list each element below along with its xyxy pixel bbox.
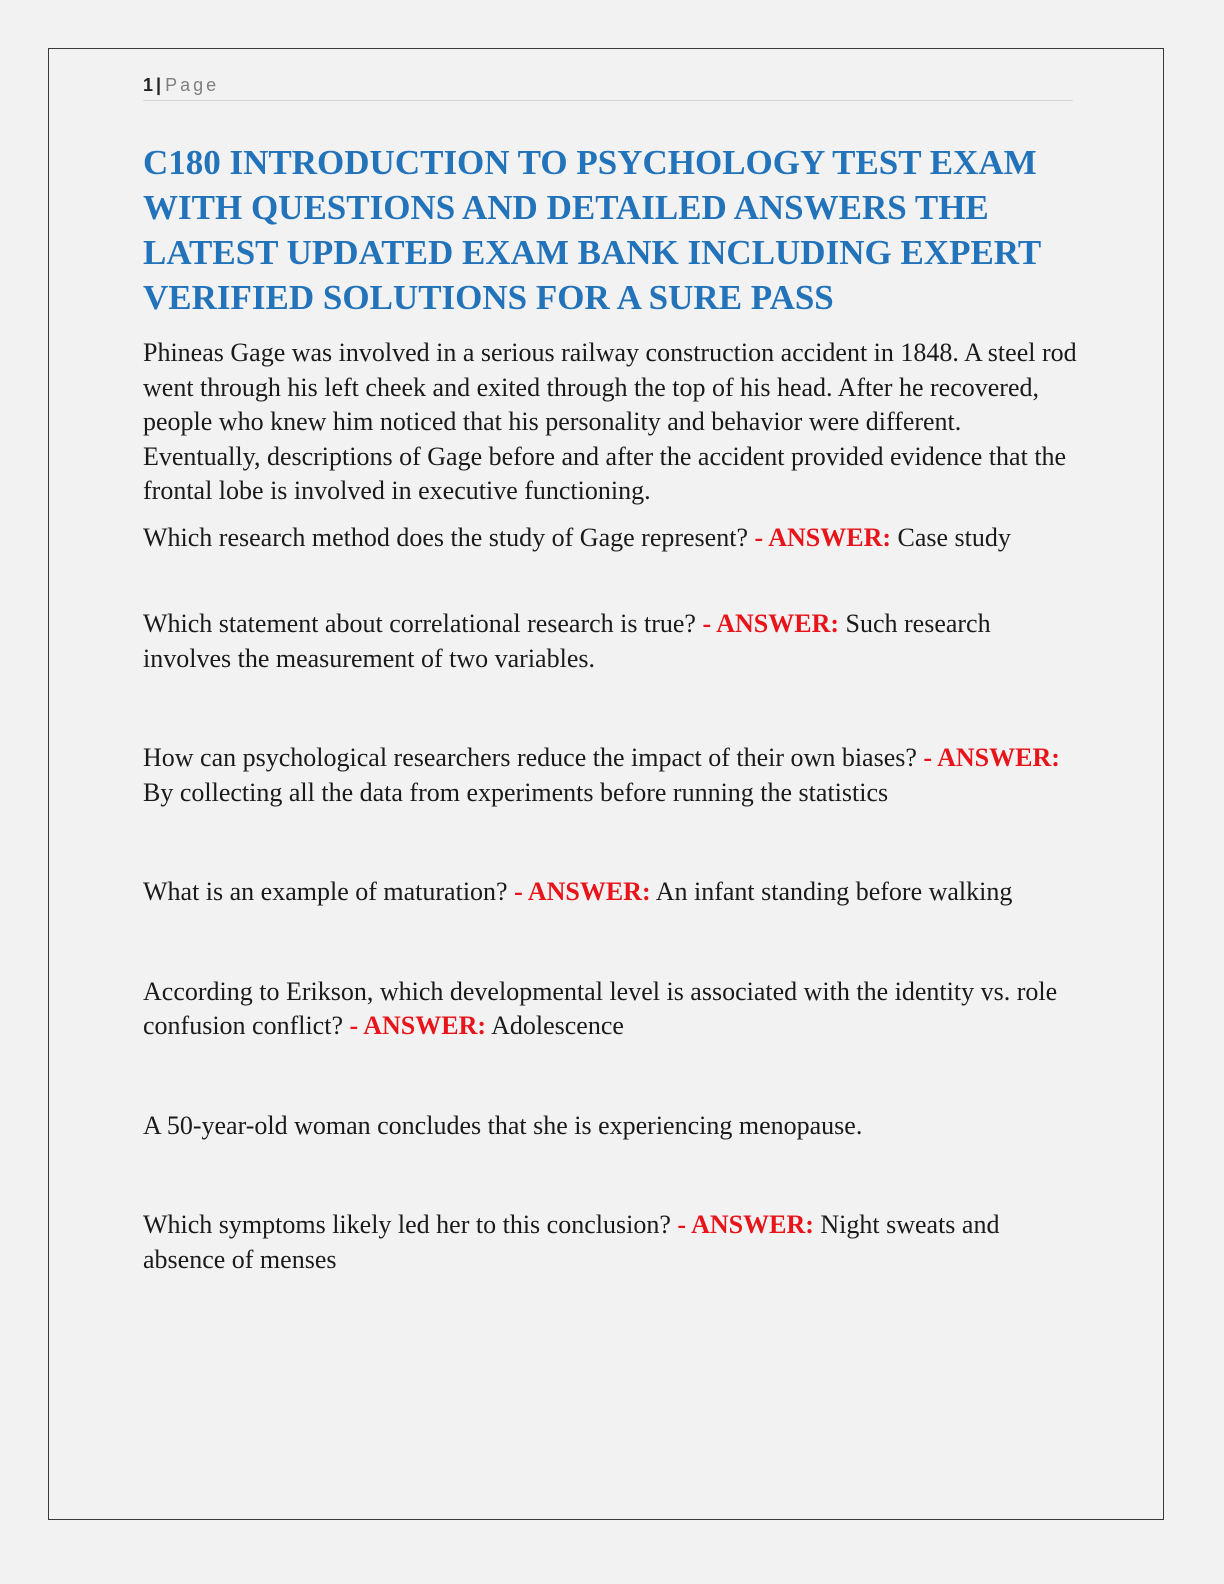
qa-item-7	[143, 1208, 1078, 1277]
answer-label: - ANSWER:	[349, 1011, 487, 1040]
answer-label: - ANSWER:	[514, 877, 651, 906]
answer-text: By collecting all the data from experiments before running the statistics	[143, 777, 889, 807]
question-text: Which statement about correlational research is true?	[143, 609, 696, 638]
qa-item-5	[143, 975, 1078, 1044]
answer-label: - ANSWER:	[754, 522, 891, 552]
answer-label: - ANSWER:	[702, 609, 839, 638]
question-text: How can psychological researchers reduce the impact of their own biases?	[143, 743, 917, 772]
qa-item-1	[143, 521, 1078, 556]
answer-label: - ANSWER:	[677, 1210, 814, 1239]
page-number: 1	[143, 75, 154, 95]
page-header	[143, 72, 1073, 101]
answer-text: An infant standing before walking	[655, 877, 1013, 906]
question-text: According to Erikson, which developmental level is associated with the identity vs. role confusion conflict?	[143, 976, 1058, 1040]
qa-item-6	[143, 1109, 1078, 1144]
intro-paragraph: Phineas Gage was involved in a serious railway construction accident in 1848. A steel rod went through his left cheek and exited through the top of his head. After he recovered, people who knew him noticed that his personality and behavior were different. Eventually, descriptions of Gage before and after the accident provided evidence that the frontal lobe is involved in executive functioning.	[143, 338, 1077, 505]
document-title: C180 INTRODUCTION TO PSYCHOLOGY TEST EXAM WITH QUESTIONS AND DETAILED ANSWERS THE LATEST UPDATED EXAM BANK INCLUDING EXPERT VERIFIED SOLUTIONS FOR A SURE PASS	[143, 143, 1041, 317]
page-separator: |	[156, 75, 162, 95]
answer-text: Adolescence	[491, 1011, 624, 1040]
answer-text: Night sweats and absence of menses	[143, 1210, 1000, 1274]
question-text: What is an example of maturation?	[143, 877, 508, 906]
answer-label: - ANSWER:	[923, 743, 1060, 772]
question-text: Which symptoms likely led her to this conclusion?	[143, 1210, 671, 1239]
question-text: Which research method does the study of Gage represent?	[143, 522, 748, 552]
qa-item-3	[143, 741, 1078, 810]
qa-item-2	[143, 607, 1078, 676]
qa-item-4	[143, 875, 1078, 910]
answer-text: Case study	[897, 522, 1011, 552]
document-body	[143, 140, 1078, 1277]
page-label: Page	[165, 75, 220, 95]
question-text: A 50-year-old woman concludes that she is experiencing menopause.	[143, 1110, 863, 1140]
answer-text: Such research involves the measurement of two variables.	[143, 609, 991, 673]
